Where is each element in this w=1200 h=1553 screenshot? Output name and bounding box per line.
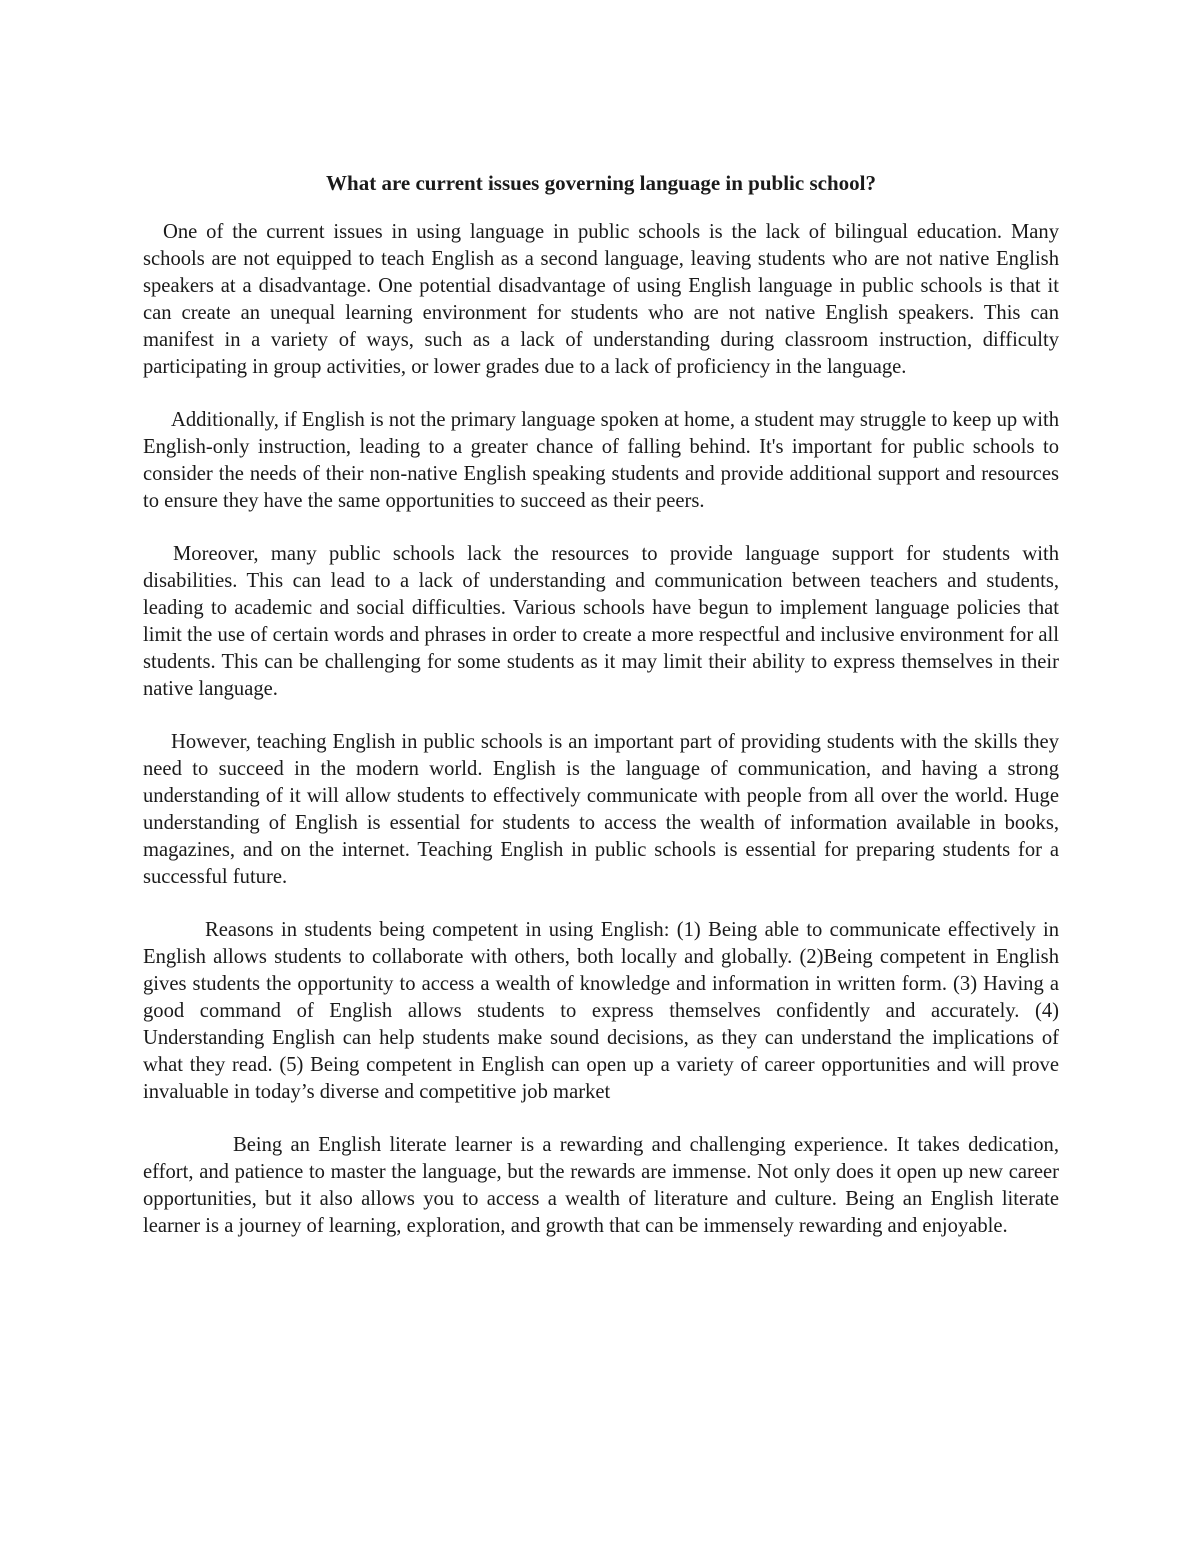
paragraph-teaching-english: However, teaching English in public schools is an important part of providing students with the skills they need to succeed in the modern world. English is the language of communication, and having a strong understanding of it will allow students to effectively communicate with people from all over the world. Huge understanding of English is essential for students to access the wealth of information available in books, magazines, and on the internet. Teaching English in public schools is essential for preparing students for a successful future. — [143, 731, 1059, 888]
paragraph-reasons-competence: Reasons in students being competent in using English: (1) Being able to communicate effectively in English allows students to collaborate with others, both locally and globally. (2)Being competent in English gives students the opportunity to access a wealth of knowledge and information in written form. (3) Having a good command of English allows students to express themselves confidently and accurately. (4) Understanding English can help students make sound decisions, as they can understand the implications of what they read. (5) Being competent in English can open up a variety of career opportunities and will prove invaluable in today’s diverse and competitive job market — [143, 919, 1059, 1103]
paragraph-home-language: Additionally, if English is not the primary language spoken at home, a student may struggle to keep up with English-only instruction, leading to a greater chance of falling behind. It's important for public schools to consider the needs of their non-native English speaking students and provide additional support and resources to ensure they have the same opportunities to succeed as their peers. — [143, 409, 1059, 512]
document-title: What are current issues governing language in public school? — [326, 171, 876, 195]
paragraph-literate-learner: Being an English literate learner is a rewarding and challenging experience. It takes dedication, effort, and patience to master the language, but the rewards are immense. Not only does it open up new career opportunities, but it also allows you to access a wealth of literature and culture. Being an English literate learner is a journey of learning, exploration, and growth that can be immensely rewarding and enjoyable. — [143, 1134, 1059, 1237]
paragraph-bilingual-education: One of the current issues in using language in public schools is the lack of bilingual education. Many schools are not equipped to teach English as a second language, leaving students who are not native English speakers at a disadvantage. One potential disadvantage of using English language in public schools is that it can create an unequal learning environment for students who are not native English speakers. This can manifest in a variety of ways, such as a lack of understanding during classroom instruction, difficulty participating in group activities, or lower grades due to a lack of proficiency in the language. — [143, 221, 1059, 378]
paragraph-disabilities-support: Moreover, many public schools lack the resources to provide language support for students with disabilities. This can lead to a lack of understanding and communication between teachers and students, leading to academic and social difficulties. Various schools have begun to implement language policies that limit the use of certain words and phrases in order to create a more respectful and inclusive environment for all students. This can be challenging for some students as it may limit their ability to express themselves in their native language. — [143, 543, 1059, 700]
document-body — [143, 170, 1059, 1266]
